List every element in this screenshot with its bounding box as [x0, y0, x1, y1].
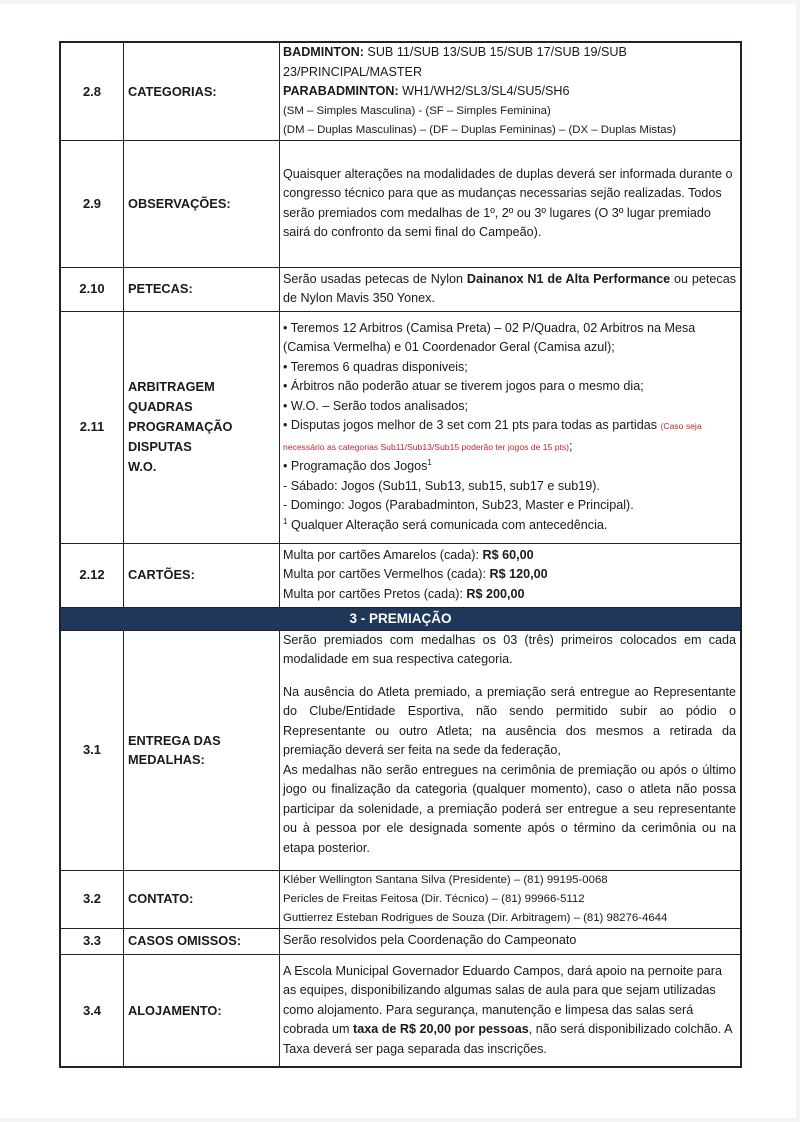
legend-singles: (SM – Simples Masculina) - (SF – Simples Feminina) — [283, 104, 551, 117]
document-page — [0, 4, 796, 1118]
item-label: PETECAS: — [124, 267, 280, 311]
item-number: 3.3 — [60, 928, 124, 954]
item-number: 3.1 — [60, 630, 124, 870]
table-row-3-1 — [60, 630, 741, 870]
item-number: 2.12 — [60, 543, 124, 607]
schedule-text: • Programação dos Jogos — [283, 459, 428, 474]
fine-label: Multa por cartões Vermelhos (cada): — [283, 567, 490, 582]
shuttlecocks-text-end: ou petecas de Nylon Mavis 350 Yonex. — [283, 271, 737, 305]
fine-value: R$ 200,00 — [466, 586, 525, 601]
schedule-saturday: - Sábado: Jogos (Sub11, Sub13, sub15, sub17 e sub19). — [283, 478, 600, 493]
badminton-categories-cont: 23/PRINCIPAL/MASTER — [283, 64, 423, 79]
item-number: 3.2 — [60, 870, 124, 928]
item-number: 2.11 — [60, 311, 124, 543]
lodging-fee: taxa de R$ 20,00 por pessoas — [353, 1022, 529, 1036]
fine-value: R$ 60,00 — [482, 547, 534, 562]
disputes-text: • Disputas jogos melhor de 3 set com 21 pts para todas as partidas — [283, 418, 661, 433]
table-row-3-2 — [60, 870, 741, 928]
shuttlecock-brand: Dainanox N1 de Alta Performance — [466, 271, 671, 286]
item-label: CARTÕES: — [124, 543, 280, 607]
footnote-mark: 1 — [283, 516, 288, 526]
label-programacao: PROGRAMAÇÃO — [128, 419, 233, 434]
item-number: 3.4 — [60, 954, 124, 1067]
medals-para-1: Serão premiados com medalhas os 03 (três) primeiros colocados em cada modalidade em sua respectiva categoria. — [283, 632, 736, 666]
label-wo: W.O. — [128, 459, 157, 474]
observations-content: Quaisquer alterações na modalidades de duplas deverá ser informada durante o congresso técnico para que as mudanças necessarias sejão realizadas. Todos serão premiados com medalhas de 1º, 2º ou 3º lugares (O 3º lugar premiado sairá do confronto da semi final do Campeão). — [280, 140, 742, 267]
contact-technical-director: Pericles de Freitas Feitosa (Dir. Técnico) – (81) 99966-5112 — [283, 892, 585, 905]
medals-para-3: As medalhas não serão entregues na cerimônia de premiação ou após o último jogo ou finalização da categoria (qualquer momento), caso o atleta não possa participar da solenidade, a premiação poderá ser entregue a seu representante ou à pessoa por ele designada somente após o término da cerimônia ou na etapa posterior. — [283, 762, 736, 855]
item-number: 2.9 — [60, 140, 124, 267]
label-disputas: DISPUTAS — [128, 439, 192, 454]
item-number: 2.8 — [60, 42, 124, 140]
item-label: CASOS OMISSOS: — [124, 928, 280, 954]
item-number: 2.10 — [60, 267, 124, 311]
fine-label: Multa por cartões Amarelos (cada): — [283, 547, 483, 562]
shuttlecocks-text: Serão usadas petecas de Nylon — [283, 271, 467, 286]
table-row-2-10 — [60, 267, 741, 311]
medals-para-2: Na ausência do Atleta premiado, a premiação será entregue ao Representante do Clube/Entidade Esportiva, não sendo permitido subir ao pódio o Representante ou outro Atleta; na ausência dos mesmos a retirada da premiação deverá ser feita na sede da federação, — [283, 684, 736, 757]
badminton-label: BADMINTON: — [283, 45, 364, 59]
bullet-wo: • W.O. – Serão todos analisados; — [283, 398, 469, 413]
categories-content — [280, 42, 742, 140]
lodging-content — [280, 954, 742, 1067]
fine-black — [283, 585, 736, 605]
lodging-text: A Escola Municipal Governador Eduardo Campos, dará apoio na pernoite para as equipes, disponibilizando algumas salas de aula para que sejam utilizadas como alojamento. Para segurança, manutenção e limpesa das salas será cobrada um — [283, 963, 722, 1036]
bullet-disputes — [283, 416, 736, 457]
omitted-cases-content: Serão resolvidos pela Coordenação do Campeonato — [280, 928, 742, 954]
item-label: CONTATO: — [124, 870, 280, 928]
contact-referee-director: Guttierrez Esteban Rodrigues de Souza (Dir. Arbitragem) – (81) 98276-4644 — [283, 911, 668, 924]
table-row-3-3 — [60, 928, 741, 954]
parabadminton-label: PARABADMINTON: — [283, 84, 399, 98]
badminton-categories: SUB 11/SUB 13/SUB 15/SUB 17/SUB 19/SUB — [363, 45, 627, 59]
footnote-mark: 1 — [427, 458, 432, 468]
contacts-content — [280, 870, 742, 928]
contact-president: Kléber Wellington Santana Silva (Presidente) – (81) 99195-0068 — [283, 873, 608, 886]
item-label: OBSERVAÇÕES: — [124, 140, 280, 267]
bullet-referees: • Teremos 12 Arbitros (Camisa Preta) – 02 P/Quadra, 02 Arbitros na Mesa (Camisa Vermelha) e 01 Coordenador Geral (Camisa azul); — [283, 320, 696, 355]
fine-red — [283, 565, 736, 585]
regulation-table — [59, 41, 742, 1068]
fine-yellow — [283, 546, 736, 566]
table-row-2-12 — [60, 543, 741, 607]
disputes-note: (Caso seja necessário as categorias Sub11/Sub13/Sub15 poderão ter jogos de 15 pts) — [283, 421, 702, 452]
bullet-schedule — [283, 457, 736, 477]
fine-value: R$ 120,00 — [489, 567, 548, 582]
disputes-end: ; — [569, 438, 573, 453]
shuttlecocks-content — [280, 267, 742, 311]
legend-doubles: (DM – Duplas Masculinas) – (DF – Duplas Femininas) – (DX – Duplas Mistas) — [283, 123, 677, 136]
label-line-2: MEDALHAS: — [128, 752, 205, 767]
parabadminton-categories: WH1/WH2/SL3/SL4/SU5/SH6 — [398, 84, 570, 98]
section-header-premiacao — [60, 607, 741, 630]
item-label — [124, 630, 280, 870]
table-row-2-8 — [60, 42, 741, 140]
medals-content — [280, 630, 742, 870]
cards-content — [280, 543, 742, 607]
bullet-referee-rule: • Árbitros não poderão atuar se tiverem jogos para o mesmo dia; — [283, 379, 644, 394]
table-row-2-9 — [60, 140, 741, 267]
item-label: ALOJAMENTO: — [124, 954, 280, 1067]
footnote-text: Qualquer Alteração será comunicada com antecedência. — [287, 517, 608, 532]
footnote — [283, 516, 736, 536]
item-label: CATEGORIAS: — [124, 42, 280, 140]
schedule-sunday: - Domingo: Jogos (Parabadminton, Sub23, Master e Principal). — [283, 498, 634, 513]
bullet-courts: • Teremos 6 quadras disponiveis; — [283, 359, 468, 374]
item-label-group — [124, 311, 280, 543]
paragraph-gap — [283, 670, 736, 683]
table-row-2-11 — [60, 311, 741, 543]
section-title: 3 - PREMIAÇÃO — [60, 607, 741, 630]
label-line-1: ENTREGA DAS — [128, 732, 221, 748]
referee-content — [280, 311, 742, 543]
lodging-text-end: , não será disponibilizado colchão. A Taxa deverá ser paga separada das inscrições. — [283, 1022, 732, 1056]
table-row-3-4 — [60, 954, 741, 1067]
label-arbitragem: ARBITRAGEM — [128, 379, 215, 394]
label-quadras: QUADRAS — [128, 399, 193, 414]
fine-label: Multa por cartões Pretos (cada): — [283, 586, 467, 601]
